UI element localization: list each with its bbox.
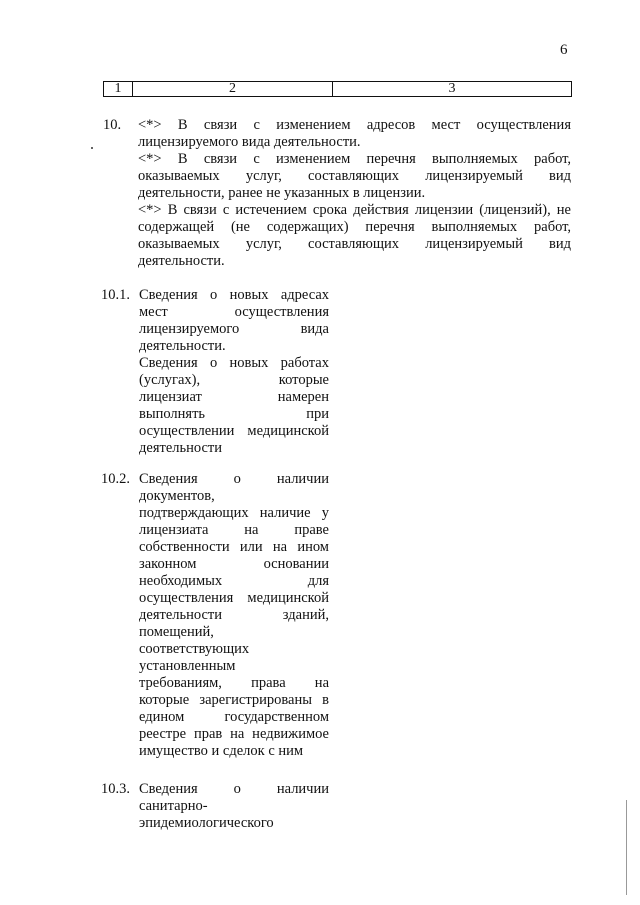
text-line: реестре прав на недвижимое xyxy=(139,726,329,742)
text-line: <*> В связи с изменением перечня выполняемых работ, xyxy=(138,151,571,167)
text-line: едином государственном xyxy=(139,709,329,725)
item-number: 10.2. xyxy=(101,471,130,487)
paragraph xyxy=(138,202,571,270)
text-line: выполнять при xyxy=(139,406,329,422)
item-number: 10. xyxy=(103,117,122,133)
paragraph xyxy=(139,355,329,457)
column-header-table xyxy=(103,81,572,97)
text-line: <*> В связи с истечением срока действия лицензии (лицензий), не xyxy=(138,202,571,218)
text-line: необходимых для xyxy=(139,573,329,589)
paragraph xyxy=(139,287,329,355)
column-header-3: 3 xyxy=(333,82,572,97)
item-10 xyxy=(103,117,571,270)
item-body xyxy=(139,781,329,832)
text-line: помещений, xyxy=(139,624,214,640)
text-line: оказываемых услуг, составляющих лицензируемый вид xyxy=(138,236,571,252)
text-line: осуществлении медицинской xyxy=(139,423,329,439)
paragraph xyxy=(138,151,571,202)
text-line: лицензируемого вида xyxy=(139,321,329,337)
column-header-2: 2 xyxy=(133,82,333,97)
text-line: лицензиат намерен xyxy=(139,389,329,405)
text-line: эпидемиологического xyxy=(139,815,274,831)
text-line: законном основании xyxy=(139,556,329,572)
text-line: деятельности. xyxy=(139,338,226,354)
item-body xyxy=(139,471,329,760)
text-line: деятельности, ранее не указанных в лицензии. xyxy=(138,185,426,201)
text-line: лицензируемого вида деятельности. xyxy=(138,134,361,150)
text-line: Сведения о новых работах xyxy=(139,355,329,371)
text-line: собственности или на ином xyxy=(139,539,329,555)
page-number: 6 xyxy=(560,42,568,58)
column-header-row xyxy=(104,82,572,97)
text-line: санитарно- xyxy=(139,798,208,814)
text-line: которые зарегистрированы в xyxy=(139,692,329,708)
text-line: деятельности. xyxy=(138,253,225,269)
text-line: установленным xyxy=(139,658,236,674)
text-line: <*> В связи с изменением адресов мест осуществления xyxy=(138,117,571,133)
text-line: Сведения о наличии xyxy=(139,471,329,487)
text-line: осуществления медицинской xyxy=(139,590,329,606)
scan-edge-mark xyxy=(626,800,627,895)
text-line: деятельности зданий, xyxy=(139,607,329,623)
text-line: требованиям, права на xyxy=(139,675,329,691)
paragraph xyxy=(138,117,571,151)
text-line: лицензиата на праве xyxy=(139,522,329,538)
text-line: содержащей (не содержащих) перечня выполняемых работ, xyxy=(138,219,571,235)
column-header-1: 1 xyxy=(104,82,133,97)
item-number: 10.1. xyxy=(101,287,130,303)
item-10-3 xyxy=(101,781,329,832)
text-line: (услугах), которые xyxy=(139,372,329,388)
text-line: соответствующих xyxy=(139,641,250,657)
text-line: оказываемых услуг, составляющих лицензируемый вид xyxy=(138,168,571,184)
text-line: Сведения о новых адресах xyxy=(139,287,329,303)
paragraph xyxy=(139,471,329,760)
item-number: 10.3. xyxy=(101,781,130,797)
text-line: документов, xyxy=(139,488,215,504)
item-body xyxy=(138,117,571,270)
item-body xyxy=(139,287,329,457)
paragraph xyxy=(139,781,329,832)
text-line: имущество и сделок с ним xyxy=(139,743,304,759)
text-line: деятельности xyxy=(139,440,223,456)
item-10-1 xyxy=(101,287,329,457)
stray-mark xyxy=(91,147,93,149)
text-line: Сведения о наличии xyxy=(139,781,329,797)
text-line: мест осуществления xyxy=(139,304,329,320)
text-line: подтверждающих наличие у xyxy=(139,505,329,521)
item-10-2 xyxy=(101,471,329,760)
